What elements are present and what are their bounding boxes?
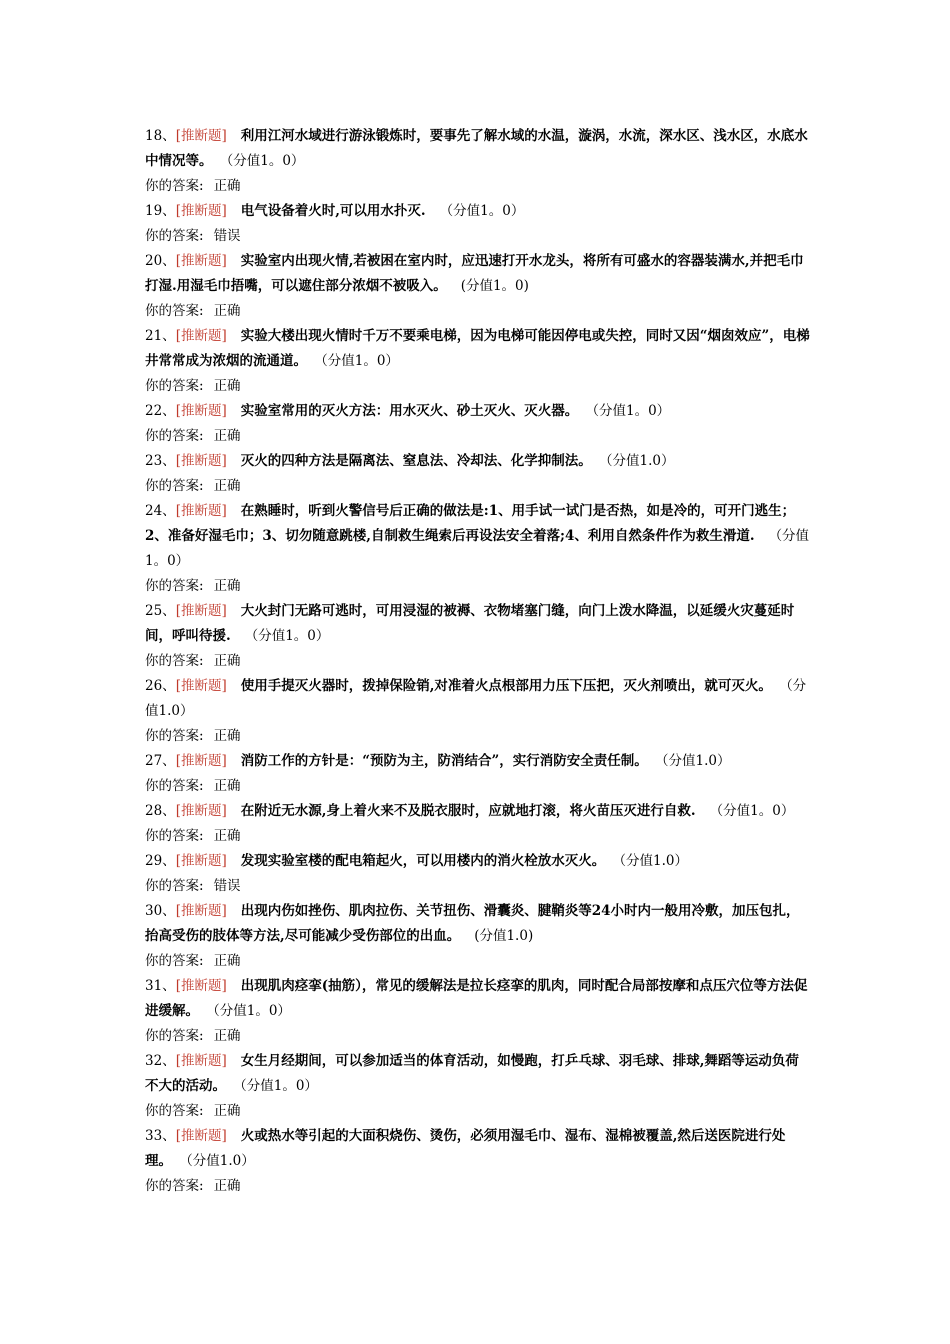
question-stem: [145, 1049, 810, 1099]
answer-label: 你的答案:: [145, 828, 204, 844]
question-score: （分值1。0）: [145, 528, 810, 569]
question-score: （分值1.0）: [661, 753, 731, 769]
answer-row: [145, 299, 810, 324]
answer-value: 正确: [213, 578, 241, 594]
answer-row: [145, 374, 810, 399]
question-stem: [145, 899, 810, 949]
question-type-tag: [推断题]: [175, 1128, 227, 1144]
question-stem: [145, 674, 810, 724]
question-score: （分值1.0）: [619, 853, 688, 869]
question-type-tag: [推断题]: [175, 903, 227, 919]
question-number: 33、: [145, 1128, 176, 1144]
question-item: [145, 199, 810, 249]
answer-label: 你的答案:: [145, 303, 204, 319]
question-score: （分值1。0）: [592, 403, 671, 419]
answer-row: [145, 174, 810, 199]
answer-row: [145, 649, 810, 674]
question-text: 火或热水等引起的大面积烧伤、烫伤，必须用湿毛巾、湿布、湿棉被覆盖,然后送医院进行处理。: [145, 1128, 786, 1169]
question-type-tag: [推断题]: [175, 678, 227, 694]
answer-value: 正确: [213, 778, 241, 794]
answer-label: 你的答案:: [145, 228, 204, 244]
question-number: 22、: [145, 403, 176, 419]
question-stem: [145, 599, 810, 649]
answer-row: [145, 1024, 810, 1049]
question-score: （分值1。0）: [213, 1003, 291, 1019]
question-number: 18、: [145, 128, 176, 144]
answer-value: 正确: [213, 1178, 241, 1194]
question-score: （分值1.0）: [186, 1153, 255, 1169]
answer-row: [145, 724, 810, 749]
question-number: 28、: [145, 803, 176, 819]
question-item: [145, 849, 810, 899]
question-list: [145, 124, 810, 1199]
question-text: 灭火的四种方法是隔离法、窒息法、冷却法、化学抑制法。: [240, 453, 592, 469]
answer-label: 你的答案:: [145, 1103, 204, 1119]
question-text: 出现内伤如挫伤、肌肉拉伤、关节扭伤、滑囊炎、腱鞘炎等24小时内一般用冷敷，加压包扎，抬高受伤的肢体等方法,尽可能减少受伤部位的出血。: [145, 903, 800, 944]
answer-row: [145, 949, 810, 974]
question-number: 30、: [145, 903, 176, 919]
question-number: 29、: [145, 853, 176, 869]
answer-value: 正确: [213, 378, 241, 394]
answer-row: [145, 1099, 810, 1124]
question-score: （分值1.0）: [605, 453, 675, 469]
question-type-tag: [推断题]: [175, 978, 227, 994]
question-item: [145, 324, 810, 399]
question-score: (分值1。0): [460, 278, 529, 294]
question-score: （分值1。0）: [321, 353, 399, 369]
question-text: 发现实验室楼的配电箱起火，可以用楼内的消火栓放水灭火。: [240, 853, 606, 869]
answer-label: 你的答案:: [145, 478, 204, 494]
answer-label: 你的答案:: [145, 953, 204, 969]
question-score: （分值1。0）: [226, 153, 305, 169]
answer-label: 你的答案:: [145, 178, 204, 194]
question-type-tag: [推断题]: [175, 253, 227, 269]
question-score: （分值1.0）: [145, 678, 807, 719]
question-number: 19、: [145, 203, 176, 219]
question-type-tag: [推断题]: [175, 328, 227, 344]
question-text: 使用手提灭火器时，拨掉保险销,对准着火点根部用力压下压把，灭火剂喷出，就可灭火。: [240, 678, 772, 694]
question-stem: [145, 324, 810, 374]
answer-label: 你的答案:: [145, 653, 204, 669]
question-text: 消防工作的方针是：“预防为主，防消结合”，实行消防安全责任制。: [240, 753, 648, 769]
question-text: 女生月经期间，可以参加适当的体育活动，如慢跑，打乒乓球、羽毛球、排球,舞蹈等运动负荷不大的活动。: [145, 1053, 799, 1094]
question-text: 在附近无水源,身上着火来不及脱衣服时，应就地打滚，将火苗压灭进行自救.: [240, 803, 696, 819]
question-stem: [145, 249, 810, 299]
question-number: 21、: [145, 328, 176, 344]
answer-label: 你的答案:: [145, 1178, 204, 1194]
question-item: [145, 249, 810, 324]
question-score: （分值1。0）: [240, 1078, 318, 1094]
question-type-tag: [推断题]: [175, 203, 227, 219]
question-item: [145, 749, 810, 799]
question-item: [145, 399, 810, 449]
question-type-tag: [推断题]: [175, 853, 227, 869]
answer-value: 正确: [213, 178, 241, 194]
answer-value: 正确: [213, 303, 241, 319]
answer-row: [145, 224, 810, 249]
answer-value: 正确: [213, 1028, 241, 1044]
question-number: 23、: [145, 453, 176, 469]
answer-value: 正确: [213, 728, 241, 744]
answer-row: [145, 574, 810, 599]
question-type-tag: [推断题]: [175, 128, 227, 144]
question-type-tag: [推断题]: [175, 803, 227, 819]
question-text: 利用江河水域进行游泳锻炼时，要事先了解水域的水温，漩涡，水流，深水区、浅水区，水底水中情况等。: [145, 128, 808, 169]
question-item: [145, 1049, 810, 1124]
answer-row: [145, 474, 810, 499]
question-text: 实验室内出现火情,若被困在室内时，应迅速打开水龙头，将所有可盛水的容器装满水,并把毛巾打湿.用湿毛巾捂嘴，可以遮住部分浓烟不被吸入。: [145, 253, 804, 294]
question-number: 20、: [145, 253, 176, 269]
question-text: 在熟睡时，听到火警信号后正确的做法是:1、用手试一试门是否热，如是冷的，可开门逃生；2、准备好湿毛巾；3、切勿随意跳楼,自制救生绳索后再设法安全着落;4、利用自然条件作为救生滑道.: [145, 503, 796, 544]
answer-label: 你的答案:: [145, 728, 204, 744]
question-stem: [145, 124, 810, 174]
answer-value: 正确: [213, 653, 241, 669]
question-stem: [145, 749, 810, 774]
question-type-tag: [推断题]: [175, 753, 227, 769]
answer-value: 正确: [213, 953, 241, 969]
answer-label: 你的答案:: [145, 428, 204, 444]
question-item: [145, 674, 810, 749]
answer-value: 正确: [213, 1103, 241, 1119]
question-text: 实验室常用的灭火方法：用水灭火、砂土灭火、灭火器。: [240, 403, 579, 419]
question-number: 26、: [145, 678, 176, 694]
answer-label: 你的答案:: [145, 1028, 204, 1044]
question-stem: [145, 399, 810, 424]
question-stem: [145, 799, 810, 824]
answer-label: 你的答案:: [145, 778, 204, 794]
question-number: 27、: [145, 753, 176, 769]
question-stem: [145, 199, 810, 224]
answer-value: 正确: [213, 478, 241, 494]
answer-row: [145, 874, 810, 899]
question-stem: [145, 1124, 810, 1174]
question-number: 24、: [145, 503, 176, 519]
question-item: [145, 1124, 810, 1199]
question-item: [145, 449, 810, 499]
question-item: [145, 799, 810, 849]
question-score: (分值1.0): [474, 928, 534, 944]
answer-row: [145, 774, 810, 799]
question-stem: [145, 499, 810, 574]
question-item: [145, 599, 810, 674]
question-item: [145, 124, 810, 199]
answer-value: 错误: [213, 228, 241, 244]
question-stem: [145, 974, 810, 1024]
question-number: 31、: [145, 978, 176, 994]
question-type-tag: [推断题]: [175, 603, 227, 619]
question-item: [145, 899, 810, 974]
answer-row: [145, 1174, 810, 1199]
question-score: （分值1。0）: [439, 203, 525, 219]
answer-value: 正确: [213, 828, 241, 844]
question-type-tag: [推断题]: [175, 403, 227, 419]
question-number: 25、: [145, 603, 176, 619]
question-score: （分值1。0）: [709, 803, 795, 819]
question-text: 实验大楼出现火情时千万不要乘电梯，因为电梯可能因停电或失控，同时又因“烟囱效应”，电梯井常常成为浓烟的流通道。: [145, 328, 810, 369]
question-item: [145, 499, 810, 599]
answer-value: 错误: [213, 878, 241, 894]
answer-row: [145, 824, 810, 849]
question-type-tag: [推断题]: [175, 1053, 227, 1069]
question-text: 大火封门无路可逃时，可用浸湿的被褥、衣物堵塞门缝，向门上泼水降温，以延缓火灾蔓延时间，呼叫待援.: [145, 603, 795, 644]
answer-label: 你的答案:: [145, 878, 204, 894]
question-number: 32、: [145, 1053, 176, 1069]
question-score: （分值1。0）: [244, 628, 330, 644]
question-text: 电气设备着火时,可以用水扑灭.: [240, 203, 426, 219]
question-stem: [145, 449, 810, 474]
question-stem: [145, 849, 810, 874]
answer-label: 你的答案:: [145, 578, 204, 594]
answer-label: 你的答案:: [145, 378, 204, 394]
question-item: [145, 974, 810, 1049]
answer-value: 正确: [213, 428, 241, 444]
answer-row: [145, 424, 810, 449]
question-type-tag: [推断题]: [175, 503, 227, 519]
question-type-tag: [推断题]: [175, 453, 227, 469]
question-text: 出现肌肉痉挛(抽筋），常见的缓解法是拉长痉挛的肌肉，同时配合局部按摩和点压穴位等方法促进缓解。: [145, 978, 808, 1019]
